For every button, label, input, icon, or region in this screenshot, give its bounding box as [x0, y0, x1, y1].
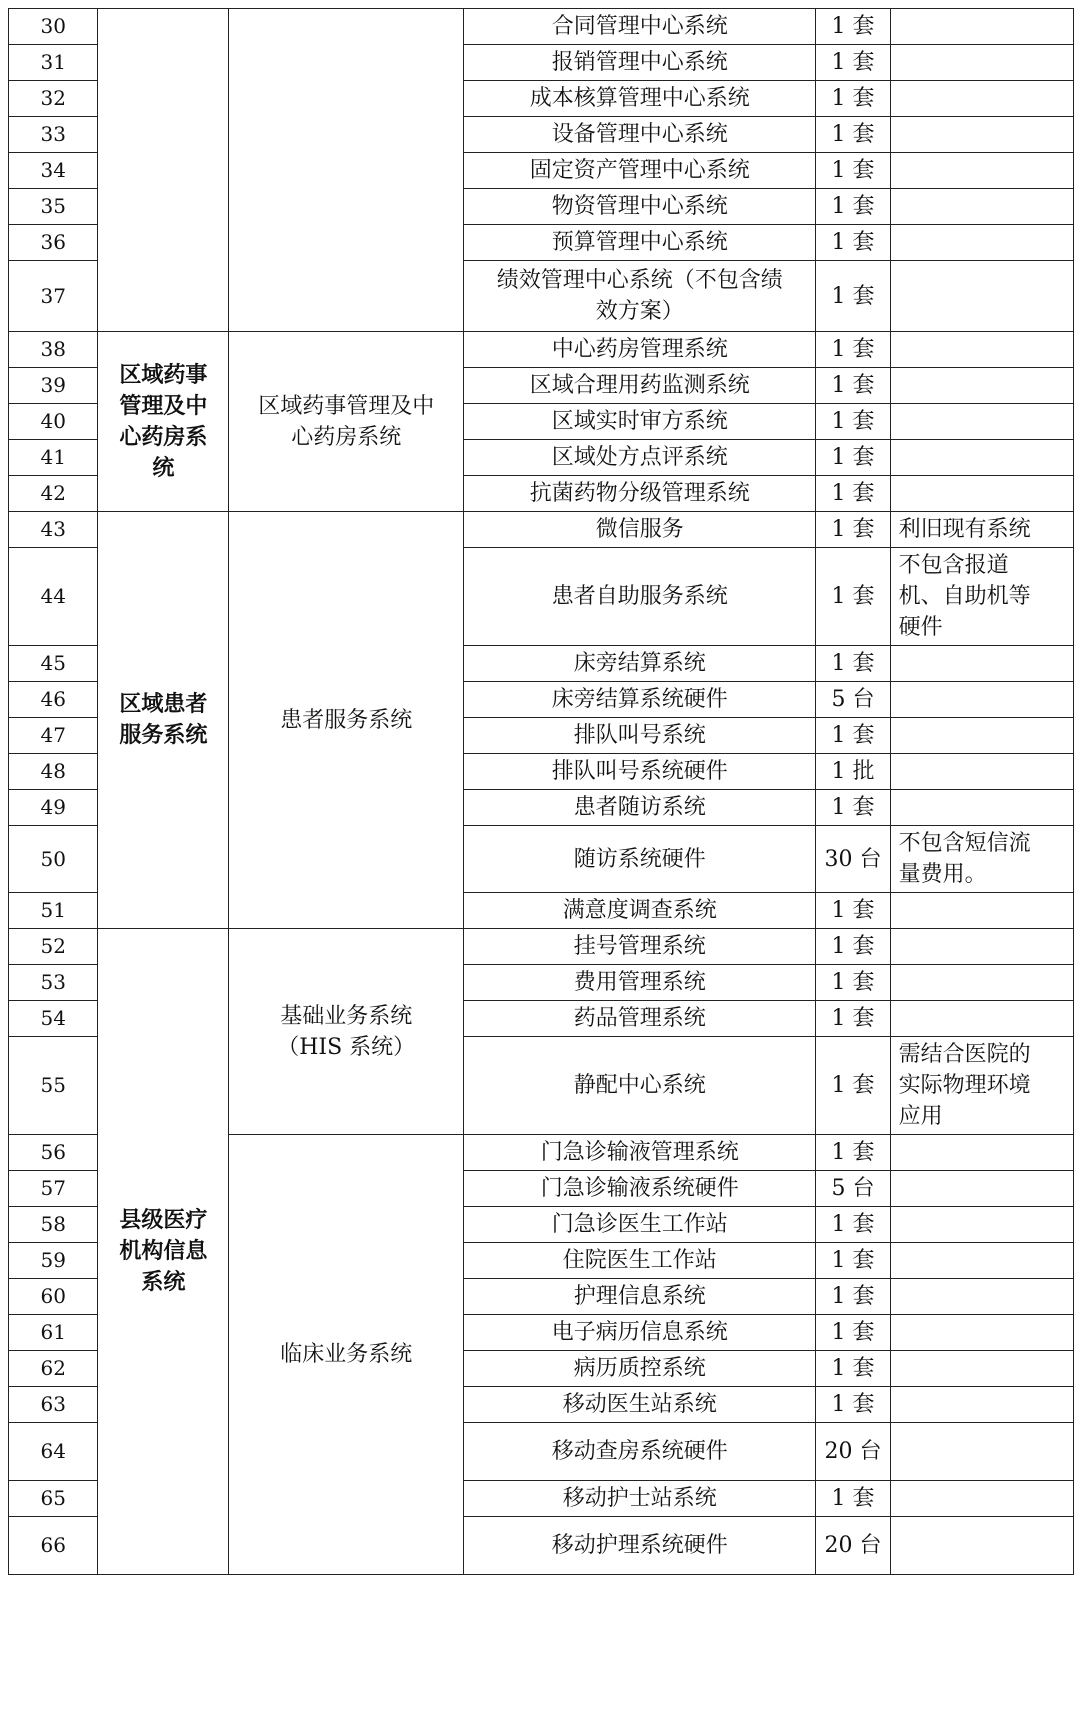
quantity: 1 套 [816, 1351, 890, 1387]
remark-cell [890, 826, 1073, 893]
row-number: 51 [9, 893, 98, 929]
item-name-cell [464, 1387, 816, 1423]
remark-cell [890, 476, 1073, 512]
item-name: 满意度调查系统 [562, 898, 717, 923]
quantity: 1 套 [816, 1001, 890, 1037]
remark-cell [890, 117, 1073, 153]
quantity: 1 套 [816, 1279, 890, 1315]
remark-cell [890, 1387, 1073, 1423]
item-name: 病历质控系统 [573, 1356, 706, 1381]
remark-cell [890, 1423, 1073, 1481]
item-name: 合同管理中心系统 [551, 14, 728, 39]
quantity: 1 套 [816, 225, 890, 261]
item-name: 排队叫号系统 [573, 723, 706, 748]
quantity: 1 套 [816, 404, 890, 440]
row-number: 41 [9, 440, 98, 476]
quantity: 1 套 [816, 512, 890, 548]
quantity: 1 套 [816, 893, 890, 929]
item-name: 住院医生工作站 [562, 1248, 717, 1273]
row-number: 62 [9, 1351, 98, 1387]
quantity: 1 套 [816, 1243, 890, 1279]
row-number: 60 [9, 1279, 98, 1315]
item-name-cell [464, 1423, 816, 1481]
subsystem-cell [229, 512, 464, 929]
remark-cell [890, 1315, 1073, 1351]
subsystem-cell [229, 1135, 464, 1575]
item-name-cell [464, 81, 816, 117]
remark-cell [890, 1135, 1073, 1171]
remark: 利旧现有系统 [898, 517, 1031, 542]
quantity: 1 套 [816, 646, 890, 682]
remark-cell [890, 1037, 1073, 1135]
row-number: 56 [9, 1135, 98, 1171]
row-number: 36 [9, 225, 98, 261]
item-name-cell [464, 1135, 816, 1171]
quantity: 20 台 [816, 1517, 890, 1575]
item-name-cell [464, 9, 816, 45]
category-cell [98, 929, 229, 1575]
table-body [9, 9, 1074, 1575]
remark-cell [890, 404, 1073, 440]
row-number: 50 [9, 826, 98, 893]
row-number: 44 [9, 548, 98, 646]
quantity: 1 套 [816, 965, 890, 1001]
remark-cell [890, 965, 1073, 1001]
item-name-cell [464, 440, 816, 476]
quantity: 5 台 [816, 1171, 890, 1207]
item-name: 设备管理中心系统 [551, 122, 728, 147]
row-number: 48 [9, 754, 98, 790]
item-name: 患者自助服务系统 [551, 584, 728, 609]
subsystem-cell [229, 929, 464, 1135]
quantity: 1 套 [816, 1135, 890, 1171]
row-number: 31 [9, 45, 98, 81]
item-name-cell [464, 476, 816, 512]
category-label: 区域药事管理及中心药房系统 [119, 362, 208, 481]
item-name: 中心药房管理系统 [551, 337, 728, 362]
quantity: 1 套 [816, 1315, 890, 1351]
item-name-cell [464, 1243, 816, 1279]
quantity: 1 套 [816, 117, 890, 153]
row-number: 49 [9, 790, 98, 826]
remark-cell [890, 261, 1073, 332]
item-name: 固定资产管理中心系统 [529, 158, 750, 183]
remark-cell [890, 440, 1073, 476]
remark-cell [890, 754, 1073, 790]
remark-cell [890, 1207, 1073, 1243]
subsystem-label: 临床业务系统 [280, 1342, 413, 1367]
item-name-cell [464, 1481, 816, 1517]
item-name: 区域合理用药监测系统 [529, 373, 750, 398]
item-name-cell [464, 790, 816, 826]
item-name-cell [464, 893, 816, 929]
quantity: 1 套 [816, 1207, 890, 1243]
quantity: 1 套 [816, 153, 890, 189]
item-name: 物资管理中心系统 [551, 194, 728, 219]
item-name-cell [464, 189, 816, 225]
equipment-list-table [8, 8, 1074, 1575]
item-name: 抗菌药物分级管理系统 [529, 481, 750, 506]
table-row [9, 512, 1074, 548]
row-number: 46 [9, 682, 98, 718]
row-number: 63 [9, 1387, 98, 1423]
category-cell [98, 9, 229, 332]
item-name-cell [464, 646, 816, 682]
remark-cell [890, 9, 1073, 45]
remark-cell [890, 1171, 1073, 1207]
table-row [9, 929, 1074, 965]
item-name: 护理信息系统 [573, 1284, 706, 1309]
item-name: 区域实时审方系统 [551, 409, 728, 434]
row-number: 52 [9, 929, 98, 965]
row-number: 65 [9, 1481, 98, 1517]
remark-cell [890, 682, 1073, 718]
row-number: 37 [9, 261, 98, 332]
quantity: 1 套 [816, 45, 890, 81]
subsystem-label: 患者服务系统 [280, 707, 413, 733]
quantity: 1 套 [816, 929, 890, 965]
quantity: 1 套 [816, 548, 890, 646]
remark-cell [890, 1517, 1073, 1575]
item-name-cell [464, 368, 816, 404]
item-name-cell [464, 45, 816, 81]
row-number: 38 [9, 332, 98, 368]
quantity: 1 套 [816, 332, 890, 368]
quantity: 1 套 [816, 1037, 890, 1135]
row-number: 47 [9, 718, 98, 754]
row-number: 58 [9, 1207, 98, 1243]
row-number: 57 [9, 1171, 98, 1207]
remark-cell [890, 1481, 1073, 1517]
item-name: 床旁结算系统硬件 [551, 687, 728, 712]
table-row [9, 9, 1074, 45]
item-name-cell [464, 929, 816, 965]
item-name-cell [464, 548, 816, 646]
item-name: 报销管理中心系统 [551, 50, 728, 75]
category-cell [98, 332, 229, 512]
item-name-cell [464, 682, 816, 718]
quantity: 1 批 [816, 754, 890, 790]
item-name: 移动护士站系统 [562, 1486, 717, 1511]
remark-cell [890, 332, 1073, 368]
remark-cell [890, 929, 1073, 965]
quantity: 30 台 [816, 826, 890, 893]
item-name-cell [464, 153, 816, 189]
row-number: 45 [9, 646, 98, 682]
remark-cell [890, 548, 1073, 646]
item-name: 门急诊输液系统硬件 [540, 1176, 739, 1201]
remark-cell [890, 893, 1073, 929]
row-number: 33 [9, 117, 98, 153]
quantity: 1 套 [816, 790, 890, 826]
row-number: 61 [9, 1315, 98, 1351]
quantity: 1 套 [816, 440, 890, 476]
remark-cell [890, 718, 1073, 754]
quantity: 5 台 [816, 682, 890, 718]
quantity: 20 台 [816, 1423, 890, 1481]
remark-cell [890, 45, 1073, 81]
quantity: 1 套 [816, 189, 890, 225]
item-name: 移动医生站系统 [562, 1392, 717, 1417]
row-number: 43 [9, 512, 98, 548]
item-name: 静配中心系统 [573, 1073, 706, 1098]
item-name-cell [464, 1351, 816, 1387]
category-label: 区域患者服务系统 [119, 692, 208, 748]
row-number: 30 [9, 9, 98, 45]
category-label: 县级医疗机构信息系统 [119, 1208, 208, 1295]
quantity: 1 套 [816, 261, 890, 332]
item-name: 门急诊医生工作站 [551, 1212, 728, 1237]
item-name-cell [464, 1171, 816, 1207]
table-row [9, 332, 1074, 368]
category-cell [98, 512, 229, 929]
item-name: 绩效管理中心系统（不包含绩效方案） [496, 268, 783, 324]
remark-cell [890, 81, 1073, 117]
remark-cell [890, 153, 1073, 189]
quantity: 1 套 [816, 368, 890, 404]
item-name: 区域处方点评系统 [551, 445, 728, 470]
remark-cell [890, 512, 1073, 548]
item-name-cell [464, 261, 816, 332]
remark-cell [890, 1351, 1073, 1387]
remark-cell [890, 1279, 1073, 1315]
subsystem-cell [229, 332, 464, 512]
quantity: 1 套 [816, 9, 890, 45]
item-name-cell [464, 404, 816, 440]
item-name-cell [464, 1279, 816, 1315]
item-name: 电子病历信息系统 [551, 1320, 728, 1345]
item-name: 移动护理系统硬件 [551, 1533, 728, 1558]
item-name: 移动查房系统硬件 [551, 1439, 728, 1464]
item-name-cell [464, 332, 816, 368]
item-name-cell [464, 225, 816, 261]
remark: 不包含报道机、自助机等硬件 [898, 553, 1031, 640]
item-name: 床旁结算系统 [573, 651, 706, 676]
quantity: 1 套 [816, 81, 890, 117]
item-name-cell [464, 754, 816, 790]
item-name-cell [464, 826, 816, 893]
row-number: 40 [9, 404, 98, 440]
row-number: 39 [9, 368, 98, 404]
row-number: 53 [9, 965, 98, 1001]
quantity: 1 套 [816, 1387, 890, 1423]
row-number: 66 [9, 1517, 98, 1575]
item-name-cell [464, 718, 816, 754]
remark-cell [890, 790, 1073, 826]
remark: 不包含短信流量费用。 [898, 831, 1031, 887]
row-number: 55 [9, 1037, 98, 1135]
item-name-cell [464, 1207, 816, 1243]
subsystem-label: 区域药事管理及中心药房系统 [258, 393, 435, 450]
item-name: 预算管理中心系统 [551, 230, 728, 255]
remark-cell [890, 368, 1073, 404]
remark: 需结合医院的实际物理环境应用 [898, 1042, 1031, 1129]
item-name-cell [464, 1001, 816, 1037]
item-name-cell [464, 117, 816, 153]
row-number: 35 [9, 189, 98, 225]
item-name: 费用管理系统 [573, 970, 706, 995]
remark-cell [890, 1243, 1073, 1279]
row-number: 34 [9, 153, 98, 189]
quantity: 1 套 [816, 718, 890, 754]
item-name-cell [464, 1517, 816, 1575]
item-name: 门急诊输液管理系统 [540, 1140, 739, 1165]
quantity: 1 套 [816, 1481, 890, 1517]
subsystem-label: 基础业务系统（HIS 系统） [277, 1003, 416, 1060]
subsystem-cell [229, 9, 464, 332]
item-name-cell [464, 512, 816, 548]
item-name: 药品管理系统 [573, 1006, 706, 1031]
quantity: 1 套 [816, 476, 890, 512]
item-name-cell [464, 1037, 816, 1135]
item-name: 排队叫号系统硬件 [551, 759, 728, 784]
remark-cell [890, 225, 1073, 261]
item-name-cell [464, 965, 816, 1001]
item-name-cell [464, 1315, 816, 1351]
item-name: 挂号管理系统 [573, 934, 706, 959]
remark-cell [890, 189, 1073, 225]
row-number: 59 [9, 1243, 98, 1279]
item-name: 微信服务 [595, 517, 684, 542]
item-name: 随访系统硬件 [573, 846, 706, 872]
remark-cell [890, 1001, 1073, 1037]
item-name: 患者随访系统 [573, 795, 706, 820]
row-number: 42 [9, 476, 98, 512]
row-number: 32 [9, 81, 98, 117]
row-number: 54 [9, 1001, 98, 1037]
row-number: 64 [9, 1423, 98, 1481]
remark-cell [890, 646, 1073, 682]
item-name: 成本核算管理中心系统 [529, 86, 750, 111]
